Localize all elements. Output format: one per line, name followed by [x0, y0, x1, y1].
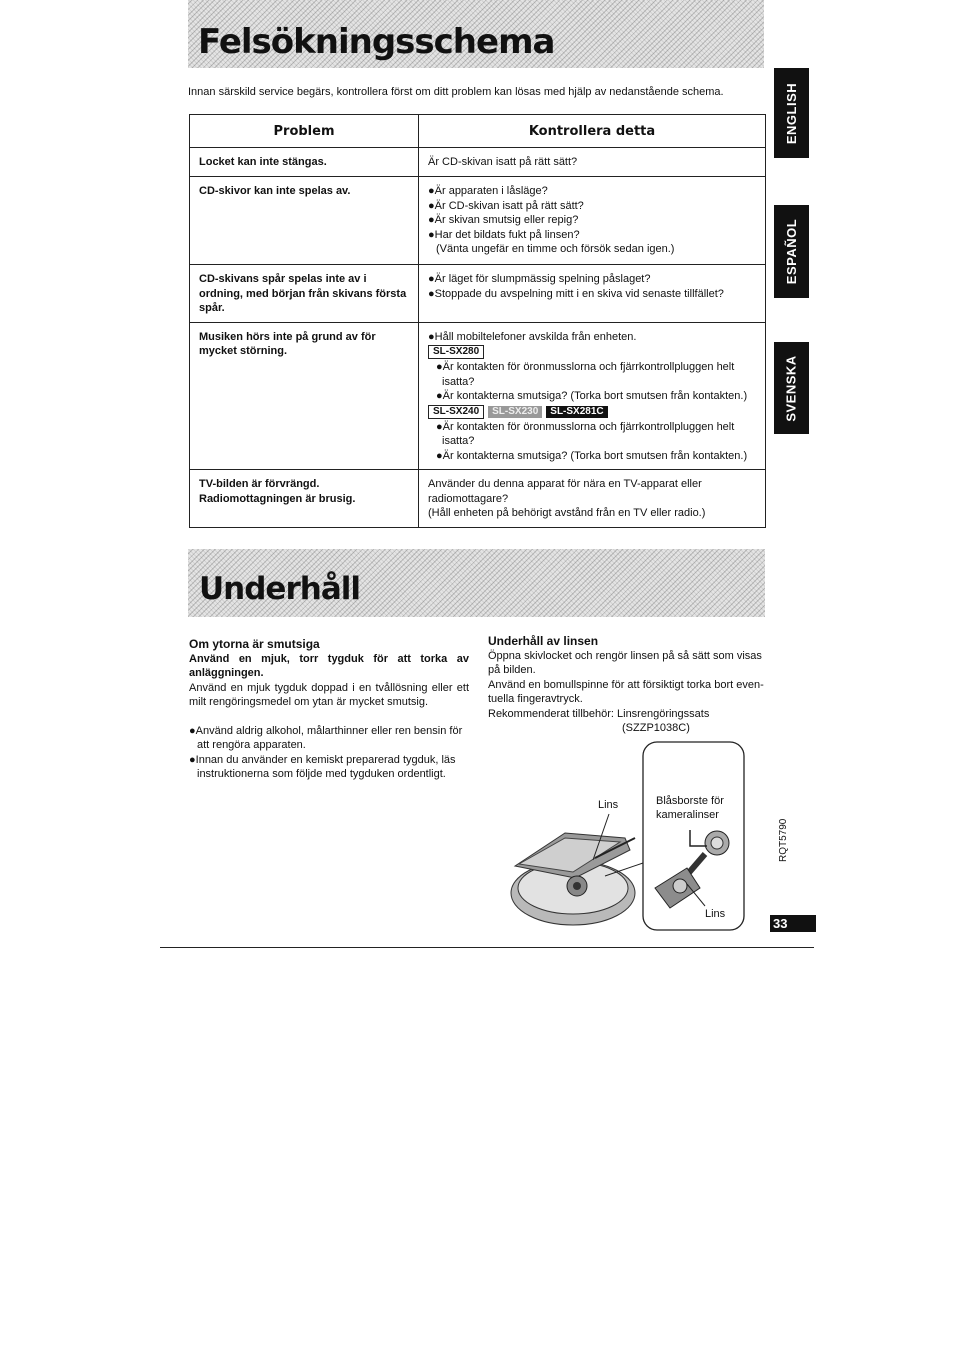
problem-cell: Musiken hörs inte på grund av för mycket störning.	[190, 322, 419, 470]
problem-cell: TV-bilden är förvrängd. Radiomottagningen är brusig.	[190, 470, 419, 528]
intro-text: Innan särskild service begärs, kontrollera först om ditt problem kan lösas med hjälp av nedanstående schema.	[188, 86, 724, 98]
section-title: Underhåll	[199, 571, 360, 607]
troubleshooting-table	[189, 114, 766, 528]
callout-box	[643, 742, 744, 930]
header-problem: Problem	[190, 115, 419, 148]
model-tag: SL-SX281C	[546, 406, 607, 418]
lens-maintenance-section: Underhåll av linsen Öppna skivlocket och rengör linsen på så sätt som visas på bilden. Använd en bomullspinne för att försiktigt torka bort even-tuella fingeravtryck. Rekommenderat tillbehör: Linsrengöringssats (SZZP1038C)	[488, 634, 768, 736]
document-code: RQT5790	[778, 818, 789, 862]
surface-heading: Om ytorna är smutsiga	[189, 637, 320, 651]
check-cell: Är CD-skivan isatt på rätt sätt?	[419, 148, 766, 177]
problem-cell: CD-skivor kan inte spelas av.	[190, 177, 419, 265]
check-cell: ●Är läget för slumpmässig spelning påslaget? ●Stoppade du avspelning mitt i en skiva vid senaste tillfället?	[419, 265, 766, 323]
tab-espanol[interactable]: ESPAÑOL	[774, 205, 809, 298]
model-tag: SL-SX240	[428, 405, 484, 419]
table-row	[190, 177, 766, 265]
figure-label-lens-closeup: Lins	[705, 908, 726, 920]
page-title: Felsökningsschema	[198, 22, 555, 62]
title-banner-maintenance	[188, 549, 765, 617]
tab-english[interactable]: ENGLISH	[774, 68, 809, 158]
check-cell: ●Håll mobiltelefoner avskilda från enheten. SL-SX280 ●Är kontakten för öronmusslorna och fjärrkontrollpluggen helt isatta? ●Är kontakterna smutsiga? (Torka bort smutsen från kontakten.) SL-SX240 SL-SX230 SL-SX281C ●Är kontakten för öronmusslorna och fjärrkontrollpluggen helt isatta? ●Är kontakterna smutsiga? (Torka bort smutsen från kontakten.)	[419, 322, 766, 470]
figure-label-lins: Lins	[598, 799, 619, 811]
page-number: 33	[770, 915, 816, 932]
tab-svenska[interactable]: SVENSKA	[774, 342, 809, 434]
table-row	[190, 322, 766, 470]
lens-closeup-icon	[655, 868, 700, 908]
table-row	[190, 148, 766, 177]
footer-rule	[160, 947, 814, 948]
lens-heading: Underhåll av linsen	[488, 634, 599, 648]
problem-cell: Locket kan inte stängas.	[190, 148, 419, 177]
problem-cell: CD-skivans spår spelas inte av i ordning, med början från skivans första spår.	[190, 265, 419, 323]
check-cell: Använder du denna apparat för nära en TV-apparat eller radiomottagare? (Håll enheten på behörigt avstånd från en TV eller radio.)	[419, 470, 766, 528]
model-tag: SL-SX280	[428, 345, 484, 359]
title-banner-troubleshooting	[188, 0, 764, 68]
check-cell: ●Är apparaten i låsläge? ●Är CD-skivan isatt på rätt sätt? ●Är skivan smutsig eller repig? ●Har det bildats fukt på linsen? (Vänta ungefär en timme och försök sedan igen.)	[419, 177, 766, 265]
header-check: Kontrollera detta	[419, 115, 766, 148]
table-row	[190, 265, 766, 323]
figure-label-brush: Blåsborste för kameralinser	[656, 795, 724, 821]
surface-cleaning-section: Om ytorna är smutsiga Använd en mjuk, torr tygduk för att torka av anläggningen. Använd en mjuk tygduk doppad i en tvållösning eller ett milt rengöringsmedel om ytan är mycket smutsig. ●Använd aldrig alkohol, målarthinner eller ren bensin för att rengöra apparaten. ●Innan du använder en kemiskt preparerad tygduk, läs instruktionerna som följde med tygduken ordentligt.	[189, 637, 469, 780]
table-row	[190, 470, 766, 528]
model-tag: SL-SX230	[488, 406, 542, 418]
